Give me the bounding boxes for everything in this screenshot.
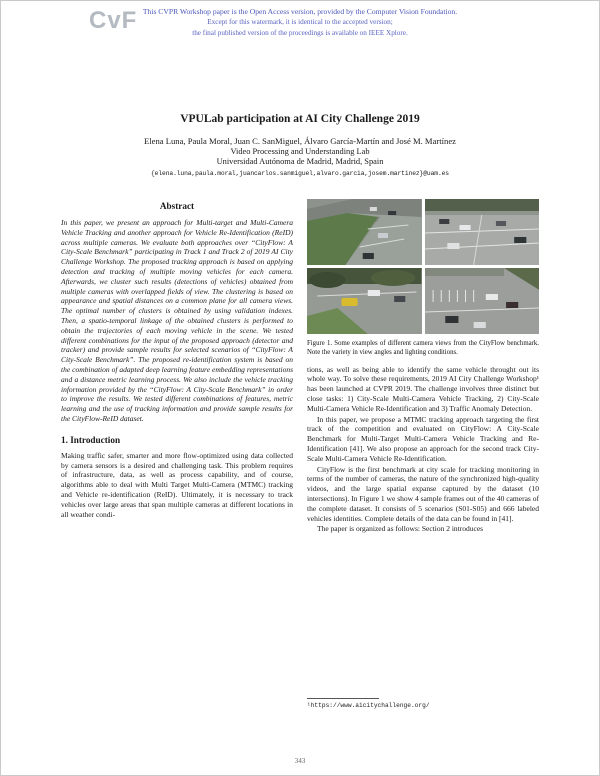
paper-columns	[1, 197, 599, 709]
body-paragraph-2: In this paper, we propose a MTMC tracking approach targeting the first track of the competition and evaluated on CityFlow: A City-Scale Benchmark for Multi-Target Multi-Camera Vehicle Tracking and Re-Identification [41]. We also propose an approach for the second track City-Scale Multi-Camera Vehicle Re-Identification.	[307, 414, 539, 463]
body-paragraph-4: The paper is organized as follows: Section 2 introduces	[317, 524, 484, 534]
paper-title: VPULab participation at AI City Challenge 2019	[180, 113, 420, 125]
banner-line-2: Except for this watermark, it is identical to the accepted version;	[207, 18, 393, 26]
section-heading-introduction: 1. Introduction	[61, 434, 121, 445]
figure-1	[307, 199, 539, 358]
authors-line: Elena Luna, Paula Moral, Juan C. SanMiguel, Álvaro García-Martín and José M. Martínez	[144, 136, 456, 146]
figure1-caption: Figure 1. Some examples of different camera views from the CityFlow benchmark. Note the variety in view angles and lighting conditions.	[307, 340, 539, 356]
footnote-divider	[307, 698, 379, 699]
figure1-camera-view-1	[307, 199, 422, 265]
open-access-banner	[1, 6, 599, 38]
abstract-text: In this paper, we present an approach for Multi-target and Multi-Camera Vehicle Tracking and another approach for Vehicle Re-Identification (ReID) across multiple cameras. We evaluate both approaches over “CityFlow: A City-Scale Benchmark” participating in Track 1 and Track 2 of 2019 AI City Challenge Workshop. The proposed tracking approach is based on applying detection and tracking of multiple moving vehicles for each camera. Afterwards, we cluster such results (detections of vehicles) obtained from multiple cameras with overlapped fields of view. The clustering is based on appearance and spatial distances on a common plane for all camera views. The optimal number of clusters is obtained by using validation indexes. Then, a spatio-temporal linkage of the obtained clusters is performed to obtain the trajectories of each moving vehicle in the scene. We tested different combinations for the input of the proposed approach (detector and tracker) and provide sample results for selected scenarios of “CityFlow: A City-Scale Benchmark”. The proposed re-identification system is based on the combination of adapted deep learning feature embedding representations and a distance metric learning process. We also include the vehicle tracking information provided by the “CityFlow: A City-Scale Benchmark” in order to improve the results. We tested different combinations of features, metric learning and the use of tracking information and provide sample results for the CityFlow-ReID dataset.	[61, 218, 293, 423]
left-column	[61, 197, 293, 709]
figure1-camera-view-4	[425, 268, 540, 334]
affiliation-lab: Video Processing and Understanding Lab	[230, 147, 370, 156]
page-number: 343	[294, 757, 306, 765]
body-paragraph-1: tions, as well as being able to identify the same vehicle throught out its whole way. To solve these requirements, 2019 AI City Challenge Workshop¹ has been launched at CVPR 2019. The challenge involves three distinct but close tasks: 1) City-Scale Multi-Camera Vehicle Tracking, 2) City-Scale Multi-Camera Vehicle Re-Identification and 3) Traffic Anomaly Detection.	[307, 364, 539, 413]
authors-email: {elena.luna,paula.moral,juancarlos.sanmiguel,alvaro.garcia,josem.martinez}@uam.es	[151, 170, 449, 177]
footnote-block	[307, 698, 539, 709]
affiliation-university: Universidad Autónoma de Madrid, Madrid, Spain	[216, 157, 384, 166]
right-column	[307, 197, 539, 709]
figure1-image-grid	[307, 199, 539, 334]
banner-line-1: This CVPR Workshop paper is the Open Access version, provided by the Computer Vision Foundation.	[142, 7, 458, 16]
figure1-camera-view-3	[307, 268, 422, 334]
abstract-heading: Abstract	[159, 201, 195, 211]
cvf-logo: CvF	[89, 7, 138, 34]
footnote-url-link[interactable]: ¹https://www.aicitychallenge.org/	[307, 702, 430, 709]
body-paragraph-3: CityFlow is the first benchmark at city scale for tracking monitoring in terms of the number of cameras, the nature of the synchronized high-quality videos, and the large spatial expanse captured by the dataset (10 intersections). In Figure 1 we show 4 sample frames out of the 40 cameras of the complete dataset. It consists of 5 scenarios (S01-S05) and 666 labeled vehicles identities. Complete details of the data can be found in [41].	[307, 464, 539, 523]
figure1-camera-view-2	[425, 199, 540, 265]
banner-line-3: the final published version of the proceedings is available on IEEE Xplore.	[192, 28, 408, 37]
introduction-paragraph: Making traffic safer, smarter and more flow-optimized using data collected by camera sensors is a desired and challenging task. This problem requires of infrastructure, data, as well as process capability, and of course, algorithms able to deal with Multi Target Multi-Camera (MTMC) tracking and Vehicle re-identification (ReID). Ultimately, it is necessary to track vehicles over large areas that span multiple cameras at different locations in all weather condi-	[61, 450, 293, 519]
